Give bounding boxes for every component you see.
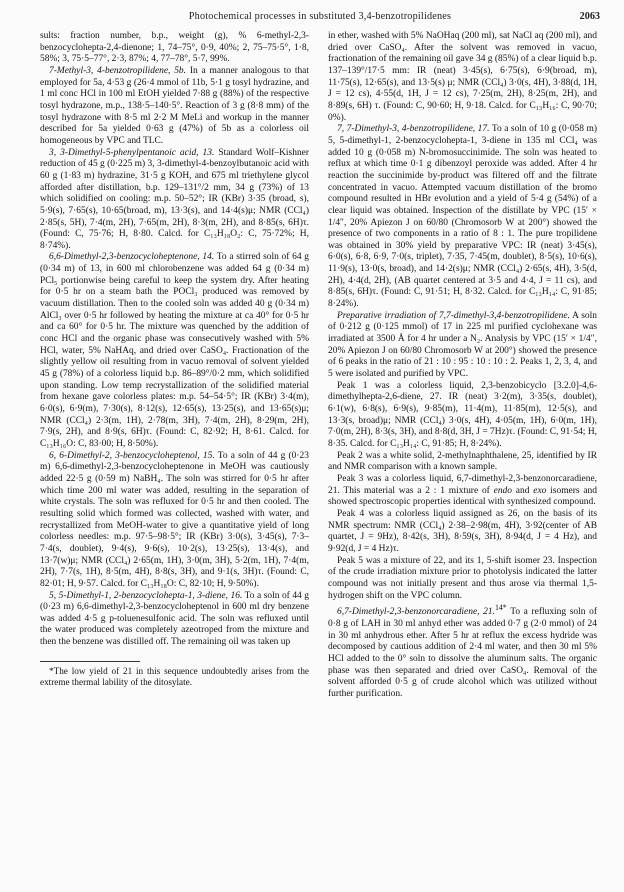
paragraph-fraction-results: sults: fraction number, b.p., weight (g), % 6-methyl-2,3-benzocycloheptа-2,4-dienone; 1, 74–75°, 0·9, 40%; 2, 75–75·5°, 1·8, 58%; 3, 75·5–77°, 2·3, 87%; 4, 77–78°, 5·7, 99%. bbox=[40, 31, 309, 65]
paragraph-body: To a soln of 44 g (0·23 m) 6,6-dimethyl-2,3-benzocycloheptenone in MeOH was cautiously added 22·5 g (0·59 m) NaBH₄. The soln was stirred for 0·5 hr after which time 200 ml water was added, resulting in the separation of white crystals. The soln was refluxed for 0·5 hr and then cooled. The resulting solid which formed was collected, washed with water, and recrystallized from MeOH-water to give a quantitative yield of long colorless needles: m.p. 97·5–98·5°; IR (KBr) 3·0(s), 3·45(s), 7·3–7·4(s, doublet), 9·4(s), 9·6(s), 10·2(s), 13·25(s), 13·4(s), and 13·7(w)μ; NMR (CCl₄) 2·65(m, 1H), 3·0(m, 3H), 5·2(m, 1H), 7·4(m, 2H), 7·7(s, 1H), 8·5(m, 4H), 8·8(s, 3H), and 9·1(s, 3H)τ. (Found: C, 82·01; H, 9·57. Calcd. for C₁₃H₁₈O: C, 82·10; H, 9·50%). bbox=[40, 450, 309, 589]
paragraph-body: To a soln of 10 g (0·058 m) 5, 5-dimethyl-1, 2-benzocyclohepta-1, 3-diene in 135 ml CCl₄ was added 10 g (0·058 m) N-bromosuccinimide. The soln was heated to reflux at which time 0·1 g dibenzoyl peroxide was added. After 4 hr reaction the succinimide by-product was filtered off and the filtrate concentrated in vacuo. Attempted vacuum distillation of the bromo compound resulted in HBr evolution and a yield of 5·4 g (54%) of a clear liquid was obtained. Inspection of the distillate by VPC (15′ × 1/4″, 20% Apiezon J on 60/80 (Chromosorb W at 200°) showed the presence of two components in a ratio of 8 : 1. The pure tropilidene was obtained in 30% yield by preparative VPC: IR (neat) 3·45(s), 6·0(s), 6·8, 6·9, 7·0(s, triplet), 7·35, 7·45(m, doublet), 8·5(s), 10·6(s), 11·9(s), 13·0(s, broad), and 14·2(s)μ; NMR (CCl₄) 2·65(s, 4H), 3·5(d, 2H), 4·4(d, 2H), (AB quartet centered at 3·5 and 4·4, J = 11 cs), and 8·85(s, 6H)τ. (Found: C, 91·51; H, 8·32. Calcd. for C₁₃H₁₄: C, 91·85; 8·24%). bbox=[328, 124, 597, 310]
page-number: 2063 bbox=[579, 11, 600, 22]
paragraph-body: To a stirred soln of 64 g (0·34 m) of 13, in 600 ml chlorobenzene was added 64 g (0·34 m) PCl₅ portionwise being careful to keep the system dry. After heating for 0·5 hr on a steam bath the POCl₃ produced was removed by vacuum distillation. Then to the cooled soln was added 40 g (0·34 m) AlCl₃ over 0·5 hr followed by heating the mixture at ca 40° for 0·5 hr and ca 60° for 0·5 hr. The mixture was quenched by the addition of conc HCl and the organic phase was consecutively washed with 5% HCl, water, 5% NaHAq, and dried over CaSO₄. Fractionation of the slightly yellow oil resulting from in vacuo removal of solvent yielded 45 g (78%) of a colorless liquid b.p. 86–89°/0·2 mm, which solidified upon standing. Low temp recrystallization of the solidified material from hexane gave colorless plates: m.p. 54–54·5°; IR (KBr) 3·4(m), 6·0(s), 6·9(m), 7·30(s), 8·12(s), 12·65(s), 13·25(s), and 13·65(s)μ; NMR (CCl₄) 2·3(m, 1H), 2·78(m, 3H), 7·4(m, 2H), 8·29(m, 2H), 7·9(s, 2H), and 8·9(s, 6H)τ. (Found: C, 82·92; H, 8·61. Calcd. for C₁₃H₁₆O: C, 83·00; H, 8·50%). bbox=[40, 252, 309, 449]
paragraph-peak-5: Peak 5 was a mixture of 22, and its 1, 5-shift isomer 23. Inspection of the crude irradiation mixture prior to photolysis indicated the latter compound was not initially present and thus arose via thermal 1,5-hydrogen shift on the VPC column. bbox=[328, 555, 597, 601]
paragraph-body: Standard Wolf–Kishner reduction of 45 g (0·225 m) 3, 3-dimethyl-4-benzoylbutanoic acid with 60 g (1·83 m) hydrazine, 31·5 g KOH, and 675 ml triethylene glycol afforded after distillation, b.p. 129–131°/2 mm, 34 g (73%) of 13 which solidified on cooling: m.p. 50–52°; IR (KBr) 3·35 (broad, s), 5·9(s), 7·65(s), 10·65(broad, m), 13·3(s), and 14·4(s)μ; NMR (CCl₄) 2·85(s, 5H), 7·4(m, 2H), 7·65(m, 2H), 8·3(m, 2H), and 8·85(s, 6H)τ. (Found: C, 75·76; H, 8·80. Calcd. for C₁₃H₁₈O₂: C, 75·72%; H, 8·74%). bbox=[40, 147, 309, 251]
compound-heading: 6, 6-Dimethyl-2, 3-benzocycloheptenol, 15. bbox=[49, 450, 215, 461]
paragraph-workup-continued: in ether, washed with 5% NaOHaq (200 ml), sat NaCl aq (200 ml), and dried over CaSO₄. After the solvent was removed in vacuo, fractionation of the remaining oil gave 34 g (85%) of a clear liquid b.p. 137–139°/17·5 mm: IR (neat) 3·45(s), 6·75(s), 6·9(broad, m), 11·75(s), 12·65(s), and 13·5(s) μ; NMR (CCl₄) 3·0(s, 4H), 3·88(d, 1H, J = 12 cs), 4·55(d, 1H, J = 12 cs), 7·25(m, 2H), 8·25(m, 2H), and 8·89(s, 6H) τ. (Found: C, 90·60; H, 9·18. Calcd. for C₁₃H₁₆: C, 90·70; 0%). bbox=[328, 31, 597, 123]
paragraph-body: and bbox=[511, 485, 534, 496]
endo-term: endo bbox=[493, 485, 512, 496]
footnote: *The low yield of 21 in this sequence undoubtedly arises from the extreme thermal lability of the ditosylate. bbox=[40, 665, 309, 688]
paragraph-peak-3 bbox=[328, 474, 597, 509]
paragraph-benzonorcaradiene bbox=[328, 602, 597, 700]
paragraph-methyl-benzotropilidene bbox=[40, 66, 309, 148]
paragraph-body: Peak 3 was a colorless liquid, 6,7-dimethyl-2,3-benzonorcaradiene, 21. This material was a 2 : 1 mixture of bbox=[328, 473, 597, 496]
paragraph-benzocycloheptadiene bbox=[40, 591, 309, 649]
paragraph-peak-1: Peak 1 was a colorless liquid, 2,3-benzobicyclo [3.2.0]-4,6-dimethylhepta-2,6-diene, 27. IR (neat) 3·2(m), 3·35(s, doublet), 6·1(w), 6·8(s), 6·9(s), 9·85(m), 11·4(m), 11·85(m), 12·5(s), and 13·3(s, broad)μ; NMR (CCl₄) 3·0(s, 4H), 4·05(m, 1H), 6·0(m, 1H), 7·0(m, 2H), 8·3(s, 3H), and 8·8(d, 3H, J = 7Hz)τ. (Found: C, 91·54; H, 8·35. Calcd. for C₁₃H₁₄: C, 91·85; H, 8·24%). bbox=[328, 380, 597, 449]
compound-heading: 3, 3-Dimethyl-5-phenylpentanoic acid, 13. bbox=[49, 147, 215, 158]
exo-term: exo bbox=[533, 485, 547, 496]
paragraph-preparative-irradiation bbox=[328, 311, 597, 381]
paragraph-peak-4: Peak 4 was a colorless liquid assigned as 26, on the basis of its NMR spectrum: NMR (CCl₄) 2·38–2·98(m, 4H), 3·92(center of AB quartet, J = 9Hz), 8·42(s, 3H), 8·59(s, 3H), 8·94(d, J = 4 Hz), and 9·92(d, J = 4 Hz)τ. bbox=[328, 508, 597, 554]
left-column bbox=[40, 31, 309, 881]
compound-heading: 5, 5-Dimethyl-1, 2-benzocyclohepta-1, 3-diene, 16. bbox=[49, 590, 243, 601]
paragraph-body: In a manner analogous to that employed for 5a, 4·53 g (26·4 mmol of 11b, 5·1 g tosyl hydrazine, and 1 ml conc HCl in 100 ml EtOH yielded 7·88 g (88%) of the respective tosyl hydrazone, m.p., 138·5–140·5°. Reaction of 3 g (8·8 mm) of the tosyl hydrazone with 8·5 ml 2·2 M MeLi and workup in the manner described for 5a yielded 0·63 g (47%) of 5b as a colorless oil homogeneous by VPC and TLC. bbox=[40, 65, 309, 146]
paragraph-benzocycloheptenone bbox=[40, 252, 309, 450]
section-heading: Preparative irradiation of 7,7-dimethyl-3,4-benzotropilidene. bbox=[337, 310, 570, 321]
paragraph-body: To a soln of 44 g (0·23 m) 6,6-dimethyl-2,3-benzocycloheptenol in 600 ml dry benzene was added 4·5 g p-toluenesulfonic acid. The soln was refluxed until the water produced was completely azeotroped from the mixture and then the benzene was distilled off. The remaining oil was taken up bbox=[40, 590, 309, 648]
paragraph-peak-2: Peak 2 was a white solid, 2-methylnaphthalene, 25, identified by IR and NMR comparison with a known sample. bbox=[328, 450, 597, 473]
paragraph-body: To a refluxing soln of 0·8 g of LAH in 30 ml anhyd ether was added 0·7 g (2·0 mmol) of 24 in 30 ml anhydrous ether. After 5 hr at reflux the excess hydride was decomposed by cautious addition of 2·4 ml water, and then 30 ml 5% HCl added to the 0° soln to dissolve the aluminum salts. The organic phase was then separated and dried over CaSO₄. Removal of the solvent afforded 0·5 g of crude alcohol which was utilized without further purification. bbox=[328, 607, 597, 699]
right-column bbox=[328, 31, 597, 881]
paragraph-body: A soln of 0·212 g (0·125 mmol) of 17 in 225 ml purified cyclohexane was irradiated at 3500 Å for 4 hr under a N₂. Analysis by VPC (15′ × 1/4″, 20% Apiezon J on 60/80 Chromosorb W at 200°) showed the presence of 6 peaks in the ratio of 21 : 10 : 95 : 10 : 10 : 2. Peaks 1, 2, 3, 4, and 5 were isolated and purified by VPC. bbox=[328, 310, 597, 380]
paragraph-dimethyl-benzotropilidene bbox=[328, 124, 597, 311]
paragraph-body: isomers and showed spectroscopic properties identical with synthesized compound. bbox=[328, 485, 597, 508]
page-header bbox=[40, 11, 600, 25]
paragraph-phenylpentanoic-acid bbox=[40, 148, 309, 253]
compound-heading: 7-Methyl-3, 4-benzotropilidene, 5b. bbox=[49, 65, 187, 76]
compound-heading: 6,6-Dimethyl-2,3-benzocycloheptenone, 14. bbox=[49, 252, 215, 263]
paragraph-benzocycloheptenol bbox=[40, 451, 309, 591]
compound-heading: 7, 7-Dimethyl-3, 4-benzotropilidene, 17. bbox=[337, 124, 490, 135]
footnote-divider bbox=[40, 661, 140, 662]
reference-superscript: 14* bbox=[494, 603, 507, 613]
compound-heading: 6,7-Dimethyl-2,3-benzonorcaradiene, 21. bbox=[337, 607, 495, 618]
running-title: Photochemical processes in substituted 3,4-benzotropilidenes bbox=[188, 11, 452, 22]
